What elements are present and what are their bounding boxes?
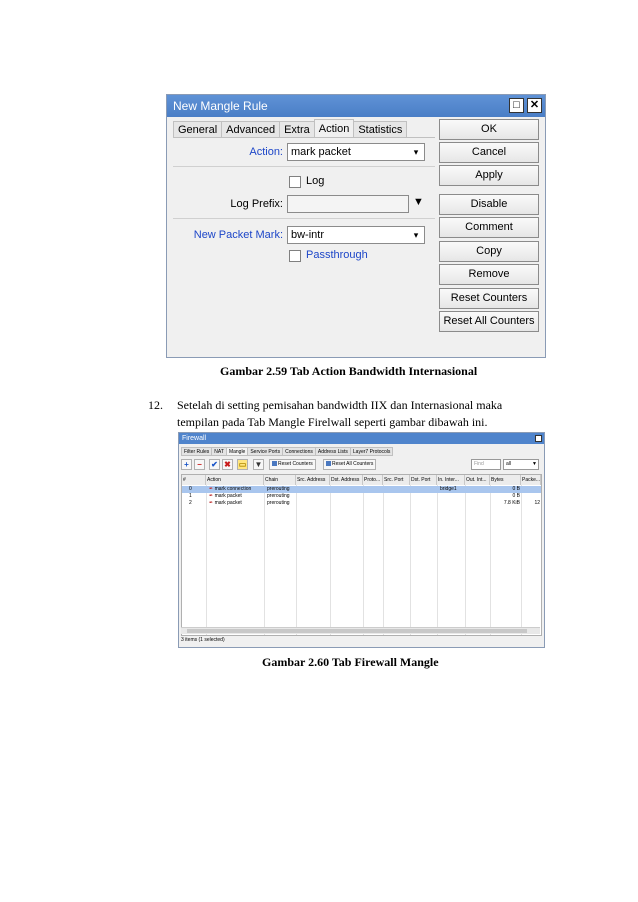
dialog-title: New Mangle Rule: [173, 99, 268, 113]
figure-caption-259: Gambar 2.59 Tab Action Bandwidth Internasional: [220, 364, 478, 378]
action-select[interactable]: [287, 143, 425, 161]
paragraph-number: 12.: [148, 398, 163, 412]
column-divider: [206, 485, 207, 635]
remove-button[interactable]: Remove: [439, 264, 539, 285]
row-packets: [521, 493, 541, 500]
dropdown-icon[interactable]: ▾: [413, 230, 419, 240]
column-divider: [521, 485, 522, 635]
reset-all-counters-button[interactable]: Reset All Counters: [439, 311, 539, 332]
log-label: Log: [306, 175, 325, 187]
row-in-interface: [439, 500, 465, 507]
column-header[interactable]: Dst. Port: [410, 475, 437, 485]
mangle-rules-table: [181, 474, 542, 636]
dropdown-icon[interactable]: ▾: [413, 147, 419, 157]
new-packet-mark-label: New Packet Mark:: [193, 229, 283, 241]
column-divider: [465, 485, 466, 635]
row-chain: prerouting: [267, 486, 290, 492]
row-chain: prerouting: [267, 500, 290, 506]
column-divider: [490, 485, 491, 635]
column-divider: [330, 485, 331, 635]
column-header[interactable]: Src. Port: [383, 475, 410, 485]
column-divider: [410, 485, 411, 635]
column-divider: [383, 485, 384, 635]
tab-address-lists[interactable]: Address Lists: [315, 447, 351, 456]
separator: [173, 218, 435, 219]
dialog-title-bar: [167, 95, 545, 117]
dropdown-arrow-icon[interactable]: ▼: [413, 196, 424, 208]
row-number: 2: [189, 500, 192, 506]
row-packets: [521, 486, 541, 493]
tab-statistics[interactable]: Statistics: [353, 121, 407, 137]
filter-select-value: all: [506, 461, 512, 467]
table-row[interactable]: [182, 500, 541, 507]
row-bytes: 0 B: [512, 486, 520, 492]
column-header[interactable]: Dst. Address: [330, 475, 363, 485]
column-header[interactable]: Action: [206, 475, 264, 485]
reset-all-counters-button[interactable]: [323, 459, 376, 470]
new-packet-mark-value: bw-intr: [291, 229, 325, 241]
log-prefix-label: Log Prefix:: [230, 198, 283, 210]
column-divider: [296, 485, 297, 635]
tab-service-ports[interactable]: Service Ports: [247, 447, 283, 456]
comment-icon[interactable]: ▭: [238, 460, 247, 469]
firewall-tabs: [181, 447, 392, 456]
pencil-icon: ✒: [209, 493, 214, 499]
action-panel: [173, 137, 435, 355]
tab-extra[interactable]: Extra: [279, 121, 315, 137]
reset-counters-button[interactable]: [269, 459, 316, 470]
tab-general[interactable]: General: [173, 121, 222, 137]
column-divider: [264, 485, 265, 635]
paragraph-line-2: tempilan pada Tab Mangle Firelwall seperti gambar dibawah ini.: [177, 415, 488, 429]
passthrough-label: Passthrough: [306, 249, 368, 261]
new-mangle-rule-dialog: [166, 94, 546, 358]
row-action-text: mark connection: [214, 486, 252, 492]
row-chain: prerouting: [267, 493, 290, 499]
figure-caption-260: Gambar 2.60 Tab Firewall Mangle: [262, 655, 439, 669]
row-bytes: 7.8 KiB: [503, 500, 520, 506]
tab-mangle[interactable]: Mangle: [226, 447, 248, 456]
dropdown-icon[interactable]: ▼: [532, 461, 537, 467]
row-action-text: mark packet: [214, 493, 242, 499]
enable-icon[interactable]: ✔: [209, 459, 220, 470]
column-divider: [363, 485, 364, 635]
status-bar: 3 items (1 selected): [181, 637, 225, 643]
log-prefix-input[interactable]: [287, 195, 409, 213]
row-number: 0: [189, 486, 192, 492]
column-header[interactable]: Src. Address: [296, 475, 330, 485]
close-icon[interactable]: [535, 435, 542, 442]
column-header[interactable]: Chain: [264, 475, 296, 485]
column-divider: [437, 485, 438, 635]
counter-icon: [326, 461, 331, 466]
disable-button[interactable]: Disable: [439, 194, 539, 215]
filter-icon[interactable]: ▼: [254, 460, 263, 469]
tab-filter-rules[interactable]: Filter Rules: [181, 447, 212, 456]
table-row[interactable]: [182, 486, 541, 493]
apply-button[interactable]: Apply: [439, 165, 539, 186]
row-action: [208, 493, 264, 500]
close-icon[interactable]: ✕: [527, 98, 542, 113]
reset-counters-label: Reset Counters: [278, 461, 313, 467]
tab-nat[interactable]: NAT: [211, 447, 227, 456]
tab-connections[interactable]: Connections: [282, 447, 316, 456]
pencil-icon: ✒: [209, 486, 214, 492]
comment-button[interactable]: Comment: [439, 217, 539, 238]
firewall-toolbar: [181, 458, 542, 472]
tab-action[interactable]: Action: [314, 119, 355, 137]
find-input[interactable]: Find: [471, 459, 501, 470]
maximize-icon[interactable]: □: [509, 98, 524, 113]
row-number: 1: [189, 493, 192, 499]
column-header[interactable]: Bytes: [490, 475, 521, 485]
firewall-title-bar: [179, 433, 544, 444]
firewall-window: [178, 432, 545, 648]
add-icon[interactable]: +: [181, 459, 192, 470]
table-header: [182, 475, 541, 485]
column-header[interactable]: Out. Int...: [465, 475, 490, 485]
counter-icon: [272, 461, 277, 466]
cancel-button[interactable]: Cancel: [439, 142, 539, 163]
row-bytes: 0 B: [512, 493, 520, 499]
row-in-interface: [439, 493, 465, 500]
firewall-title: Firewall: [182, 435, 207, 442]
pencil-icon: ✒: [209, 500, 214, 506]
action-label: Action:: [249, 146, 283, 158]
filter-select[interactable]: [503, 459, 539, 470]
ok-button[interactable]: OK: [439, 119, 539, 140]
separator: [173, 166, 435, 167]
row-action: [208, 486, 264, 493]
dialog-tabs: [173, 121, 406, 137]
reset-all-counters-label: Reset All Counters: [332, 461, 374, 467]
tab-layer7-protocols[interactable]: Layer7 Protocols: [350, 447, 394, 456]
horizontal-scrollbar[interactable]: [181, 627, 540, 634]
column-header[interactable]: #: [182, 475, 206, 485]
row-action-text: mark packet: [214, 500, 242, 506]
reset-counters-button[interactable]: Reset Counters: [439, 288, 539, 309]
scrollbar-thumb[interactable]: [187, 629, 527, 633]
log-checkbox[interactable]: [289, 176, 301, 188]
row-in-interface: bridge1: [440, 486, 457, 492]
table-row[interactable]: [182, 493, 541, 500]
action-select-value: mark packet: [291, 146, 351, 158]
remove-icon[interactable]: −: [194, 459, 205, 470]
column-header[interactable]: Packe...: [522, 477, 541, 483]
tab-advanced[interactable]: Advanced: [221, 121, 280, 137]
row-action: [208, 500, 264, 507]
paragraph-line-1: Setelah di setting pemisahan bandwidth IIX dan Internasional maka: [177, 398, 503, 412]
column-header[interactable]: In. Inter...: [437, 475, 465, 485]
column-header[interactable]: Proto...: [363, 475, 383, 485]
disable-icon[interactable]: ✖: [222, 459, 233, 470]
copy-button[interactable]: Copy: [439, 241, 539, 262]
new-packet-mark-select[interactable]: [287, 226, 425, 244]
row-packets: 12: [534, 500, 540, 506]
passthrough-checkbox[interactable]: [289, 250, 301, 262]
